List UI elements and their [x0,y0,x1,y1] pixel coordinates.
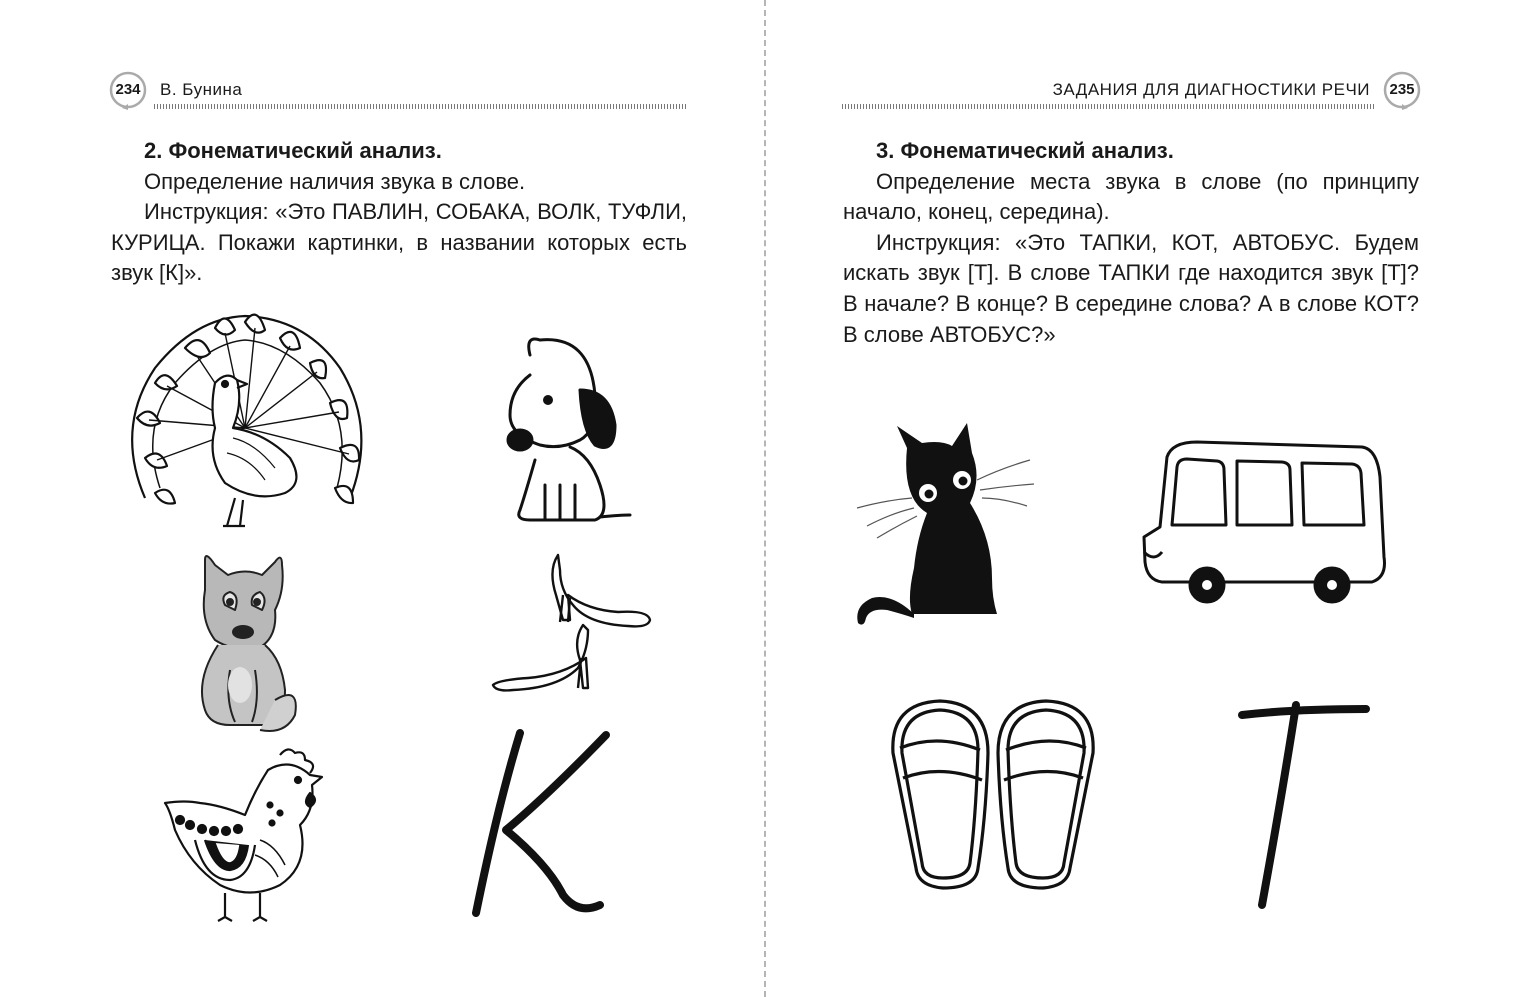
running-head: В. Бунина [160,80,243,99]
page-number-badge [1382,70,1422,110]
left-page-header [108,68,688,112]
running-head: ЗАДАНИЯ ДЛЯ ДИАГНОСТИКИ РЕЧИ [1052,80,1370,99]
header-rule [154,104,688,109]
paragraph: Инструкция: «Это ТАПКИ, КОТ, АВТОБУС. Будем искать звук [Т]. В слове ТАПКИ где находится звук [Т]? В начале? В конце? В середине слова? А в слове КОТ? В слове АВТОБУС?» [843,229,1419,347]
section-heading: 2. Фонематический анализ. [144,138,442,163]
left-page-text [111,136,687,289]
paragraph: Инструкция: «Это ПАВЛИН, СОБАКА, ВОЛК, ТУФЛИ, КУРИЦА. Покажи картинки, в названии которых есть звук [К]». [111,199,687,286]
bus-icon [1142,437,1392,607]
letter-k-glyph [468,725,618,925]
page-number: 234 [115,81,141,98]
paragraph: Определение места звука в слове (по принципу начало, конец, середина). [843,168,1419,225]
cat-icon [852,418,1037,630]
peacock-icon [115,308,377,530]
right-page-text [843,136,1419,350]
page-number: 235 [1389,81,1415,98]
right-page-header [842,68,1422,112]
high-heel-shoes-icon [488,550,656,692]
header-rule [842,104,1376,109]
slippers-icon [888,698,1098,890]
right-page [766,0,1529,997]
page-number-badge [108,70,148,110]
paragraph: Определение наличия звука в слове. [144,168,526,194]
letter-t-glyph [1234,695,1374,913]
section-heading: 3. Фонематический анализ. [876,138,1174,163]
wolf-icon [190,550,300,735]
dog-icon [500,335,635,525]
chicken-icon [160,745,330,925]
left-page [0,0,764,997]
